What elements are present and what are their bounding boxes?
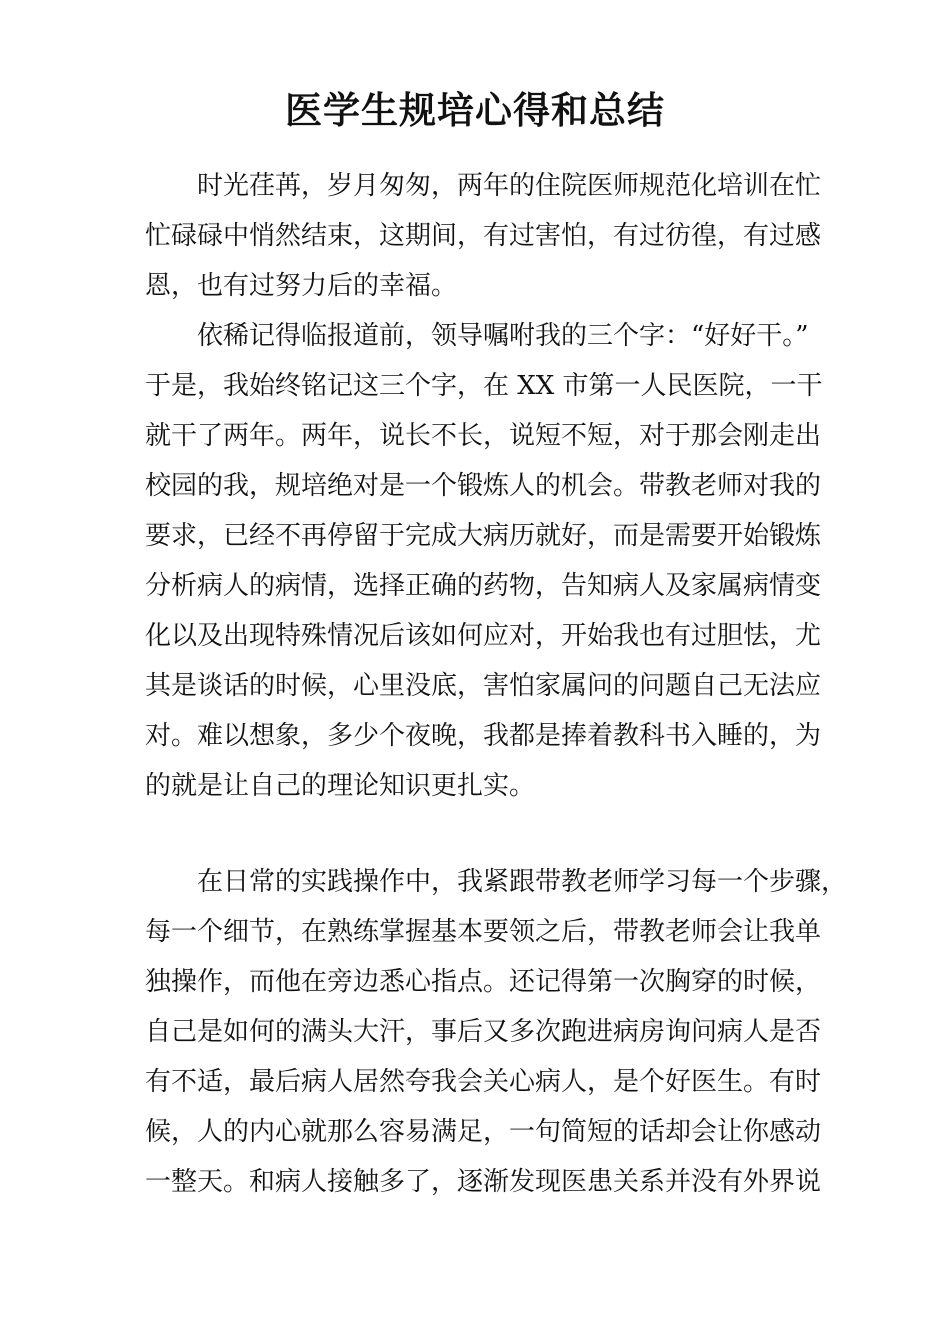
paragraph-line: 恩，也有过努力后的幸福。 <box>145 271 458 301</box>
paragraph-line: 化以及出现特殊情况后该如何应对，开始我也有过胆怯，尤 <box>145 621 822 651</box>
paragraph-line: 分析病人的病情，选择正确的药物，告知病人及家属病情变 <box>145 571 822 601</box>
paragraph-line: 于是，我始终铭记这三个字，在 XX 市第一人民医院，一干 <box>145 371 823 401</box>
paragraph-line: 要求，已经不再停留于完成大病历就好，而是需要开始锻炼 <box>145 521 822 551</box>
paragraph-line: 就干了两年。两年，说长不长，说短不短，对于那会刚走出 <box>145 421 822 451</box>
paragraph-line: 在日常的实践操作中，我紧跟带教老师学习每一个步骤， <box>197 867 848 897</box>
paragraph-line: 独操作，而他在旁边悉心指点。还记得第一次胸穿的时候， <box>145 967 822 997</box>
paragraph-line: 有不适，最后病人居然夸我会关心病人，是个好医生。有时 <box>145 1067 822 1097</box>
document-title: 医学生规培心得和总结 <box>285 88 665 132</box>
paragraph-line: 时光荏苒，岁月匆匆，两年的住院医师规范化培训在忙 <box>197 171 822 201</box>
paragraph-line: 每一个细节，在熟练掌握基本要领之后，带教老师会让我单 <box>145 917 822 947</box>
paragraph-line: 一整天。和病人接触多了，逐渐发现医患关系并没有外界说 <box>145 1167 822 1197</box>
paragraph-line: 对。难以想象，多少个夜晚，我都是捧着教科书入睡的，为 <box>145 721 822 751</box>
paragraph-line: 忙碌碌中悄然结束，这期间，有过害怕，有过彷徨，有过感 <box>145 221 822 251</box>
paragraph-line: 依稀记得临报道前，领导嘱咐我的三个字：“好好干。” <box>197 321 809 351</box>
paragraph-line: 候，人的内心就那么容易满足，一句简短的话却会让你感动 <box>145 1117 822 1147</box>
paragraph-line: 自己是如何的满头大汗，事后又多次跑进病房询问病人是否 <box>145 1017 822 1047</box>
paragraph-line: 校园的我，规培绝对是一个锻炼人的机会。带教老师对我的 <box>145 471 822 501</box>
paragraph-line: 其是谈话的时候，心里没底，害怕家属问的问题自己无法应 <box>145 671 822 701</box>
paragraph-line: 的就是让自己的理论知识更扎实。 <box>145 771 536 801</box>
